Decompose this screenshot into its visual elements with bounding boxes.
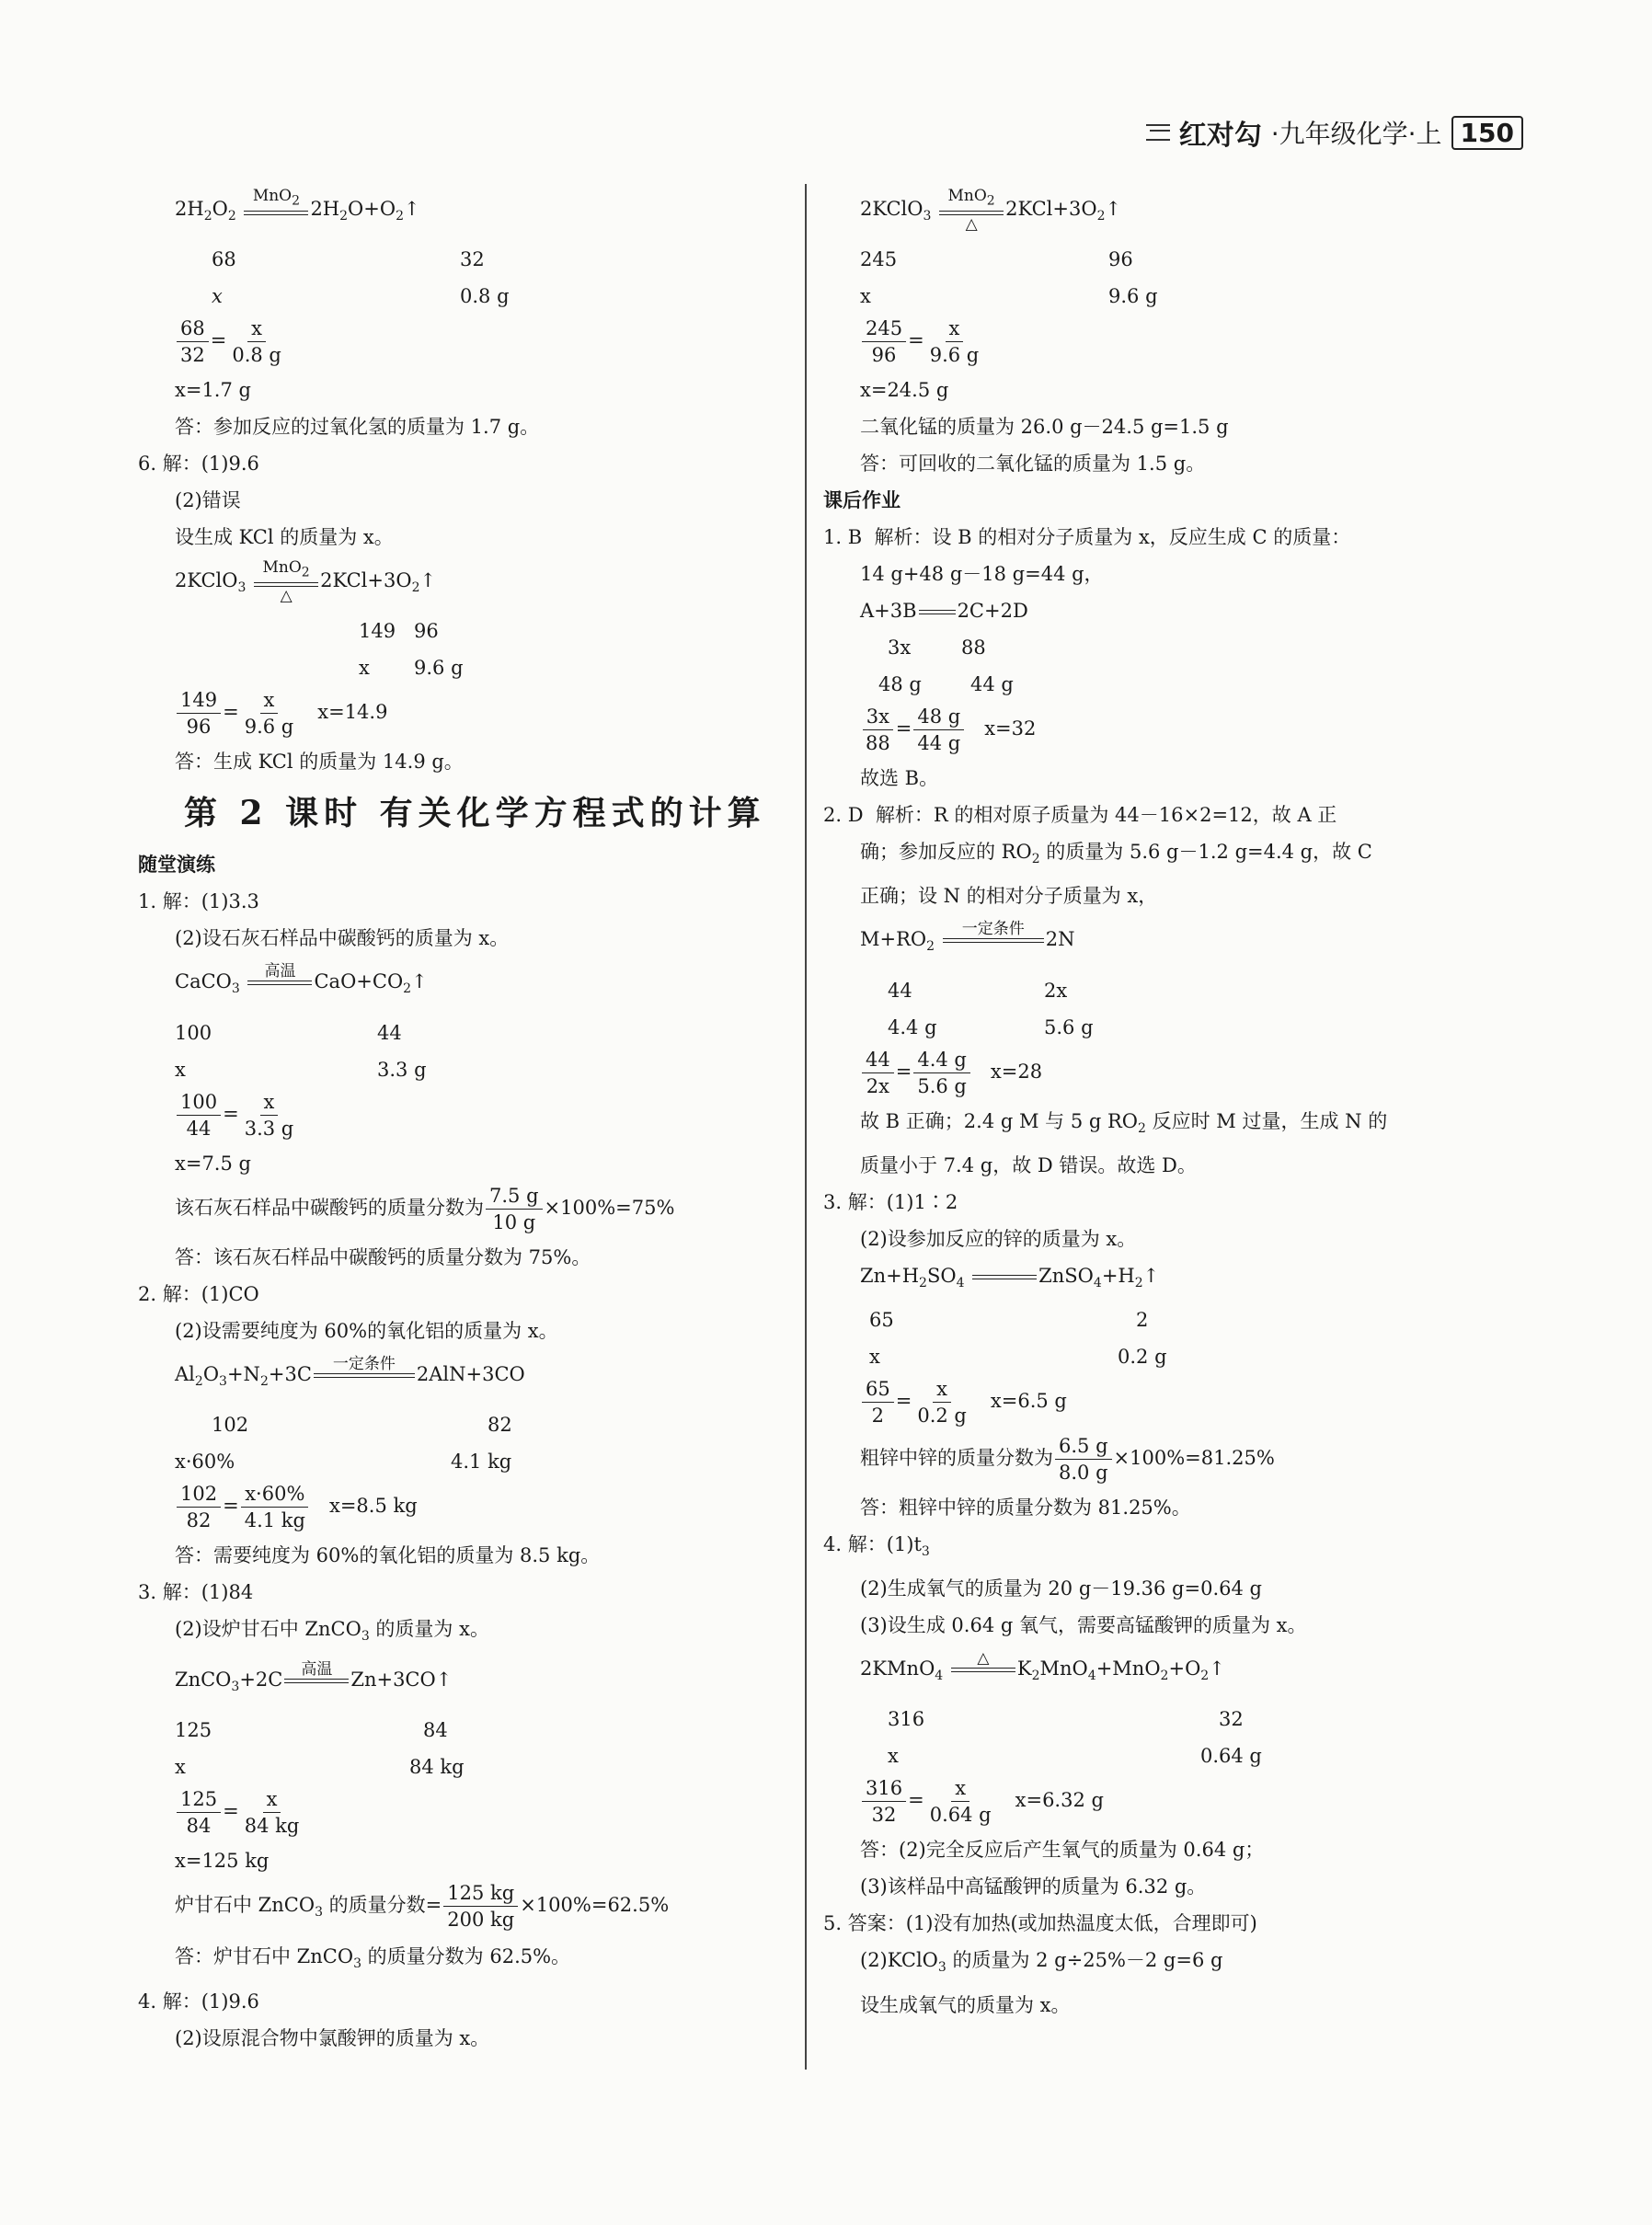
homework-heading: 课后作业 <box>823 488 901 512</box>
ratio: $\frac{65}{2}$ = $\frac{x}{0.2 g}$ x=6.5 g <box>860 1375 1486 1432</box>
equation: $2H_2O_2$ MnO$_2$ $2H_2O+O_2↑$ <box>175 187 420 224</box>
left-column: $2H_2O_2$ MnO$_2$ $2H_2O+O_2↑$ 68 32 x 0.8 g $\frac{68}{32}$ = $\frac{x}{0.8 g}$ x=1.7 g 答：参加反应的过氧化氢的质量为 1.7 g。 6. 解：(1)9.6 (2)错误 设生成 KCl 的质量为 x。 2KClO$_3$ MnO$_2$ △ $2KCl+3O_2↑$ 149 96 x 9.6 g $\frac{149}{96}$ = $\frac{x}{9.6 g}$ x=14.9 答：生成 KCl 的质量为 14.9 g。 第 2 课时 有关化学方程式的计算 随堂演练 1. 解：(1)3.3 (2)设石灰石样品中碳酸钙的质量为 x。 CaCO$_3$ 高温 $CaO+CO_2↑$ 100 44 x 3.3 g $\frac{100}{44}$ = $\frac{x}{3.3 g}$ x=7.5 g 该石灰石样品中碳酸钙的质量分数为 $\frac{7.5 g}{10 g}$ ×100%=75% 答：该石灰石样品中碳酸钙的质量分数为 75%。 2. 解：(1)CO (2)设需要纯度为 60%的氧化铝的质量为 x。 $Al_2O_3+N_2+3C$ 一定条件 2AlN+3CO 102 82 x·60% 4.1 kg $\frac{102}{82}$ = $\frac{x\cdot 60\%}{4.1 kg}$ x=8.5 kg 答：需要纯度为 60%的氧化铝的质量为 8.5 kg。 3. 解：(1)84 (2)设炉甘石中 ZnCO$_3$ 的质量为 x。 ZnCO$_3$+2C 高温 Zn+3CO↑ 125 84 x 84 kg $\frac{125}{84}$ = $\frac{x}{84 kg}$ x=125 kg 炉甘石中 ZnCO$_3$ 的质量分数= $\frac{125 kg}{200 kg}$ ×100%=62.5% 答：炉甘石中 ZnCO$_3$ 的质量分数为 62.5%。 4. 解：(1)9.6 (2)设原混合物中氯酸钾的质量为 x。 <box>175 184 782 2057</box>
equation: $Zn+H_2SO_4$ $ZnSO_4+H_2↑$ <box>860 1264 1160 1290</box>
ratio: $\frac{149}{96}$ = $\frac{x}{9.6 g}$ x=14.9 <box>175 686 782 743</box>
equation: $Al_2O_3+N_2+3C$ 一定条件 2AlN+3CO <box>175 1354 525 1389</box>
equation: A+3B 2C+2D <box>860 600 1028 623</box>
ratio: $\frac{3x}{88}$ = $\frac{48 g}{44 g}$ x=32 <box>860 703 1486 760</box>
question-6: 6. 解：(1)9.6 <box>138 453 259 476</box>
right-column: 2KClO$_3$ MnO$_2$ △ $2KCl+3O_2↑$ 245 96 x 9.6 g $\frac{245}{96}$ = $\frac{x}{9.6 g}$ x=24.5 g 二氧化锰的质量为 26.0 g－24.5 g=1.5 g 答：可回收的二氧化锰的质量为 1.5 g。 课后作业 1. B 解析：设 B 的相对分子质量为 x，反应生成 C 的质量： 14 g+48 g－18 g=44 g， A+3B 2C+2D 3x 88 48 g 44 g $\frac{3x}{88}$ = $\frac{48 g}{44 g}$ x=32 故选 B。 2. D 解析：R 的相对原子质量为 44－16×2=12，故 A 正 确；参加反应的 $RO_2$ 的质量为 5.6 g－1.2 g=4.4 g，故 C 正确；设 N 的相对分子质量为 x， $M+RO_2$ 一定条件 2N 44 2x 4.4 g 5.6 g $\frac{44}{2x}$ = $\frac{4.4 g}{5.6 g}$ x=28 故 B 正确；2.4 g M 与 5 g $RO_2$ 反应时 M 过量，生成 N 的 质量小于 7.4 g，故 D 错误。故选 D。 3. 解：(1)1∶2 (2)设参加反应的锌的质量为 x。 $Zn+H_2SO_4$ $ZnSO_4+H_2↑$ 65 2 x 0.2 g $\frac{65}{2}$ = $\frac{x}{0.2 g}$ x=6.5 g 粗锌中锌的质量分数为 $\frac{6.5 g}{8.0 g}$ ×100%=81.25% 答：粗锌中锌的质量分数为 81.25%。 4. 解：$(1)t_3$ (2)生成氧气的质量为 20 g－19.36 g=0.64 g (3)设生成 0.64 g 氧气，需要高锰酸钾的质量为 x。 2KMnO$_4$ △ $K_2MnO_4+MnO_2+O_2↑$ 316 32 x 0.64 g $\frac{316}{32}$ = $\frac{x}{0.64 g}$ x=6.32 g 答：(2)完全反应后产生氧气的质量为 0.64 g； (3)该样品中高锰酸钾的质量为 6.32 g。 5. 答案：(1)没有加热(或加热温度太低，合理即可) (2)KClO$_3$ 的质量为 2 g÷25%－2 g=6 g 设生成氧气的质量为 x。 <box>860 184 1486 2024</box>
page-number: 150 <box>1451 116 1523 150</box>
equation: 2KClO$_3$ MnO$_2$ △ $2KCl+3O_2↑$ <box>175 558 437 605</box>
ratio: $\frac{100}{44}$ = $\frac{x}{3.3 g}$ <box>175 1088 782 1145</box>
ratio: $\frac{44}{2x}$ = $\frac{4.4 g}{5.6 g}$ x=28 <box>860 1046 1486 1103</box>
practice-heading: 随堂演练 <box>138 853 215 877</box>
ratio: $\frac{245}{96}$ = $\frac{x}{9.6 g}$ <box>860 315 1486 372</box>
ratio: $\frac{316}{32}$ = $\frac{x}{0.64 g}$ x=6.32 g <box>860 1774 1486 1831</box>
header-lines-icon <box>1146 124 1170 141</box>
page-header <box>1146 112 1523 153</box>
equation: $M+RO_2$ 一定条件 2N <box>860 920 1075 955</box>
column-divider <box>805 184 807 2070</box>
book-brand: 红对勾 <box>1178 120 1262 152</box>
ratio: $\frac{125}{84}$ = $\frac{x}{84 kg}$ <box>175 1785 782 1842</box>
ratio: $\frac{102}{82}$ = $\frac{x\cdot 60\%}{4.1 kg}$ x=8.5 kg <box>175 1480 782 1537</box>
section-title: 第 2 课时 有关化学方程式的计算 <box>184 794 766 833</box>
equation: 2KClO$_3$ MnO$_2$ △ $2KCl+3O_2↑$ <box>860 187 1122 234</box>
equation: ZnCO$_3$+2C 高温 Zn+3CO↑ <box>175 1659 453 1695</box>
book-subtitle: ·九年级化学·上 <box>1270 119 1442 149</box>
equation: CaCO$_3$ 高温 $CaO+CO_2↑$ <box>175 962 428 997</box>
ratio: $\frac{68}{32}$ = $\frac{x}{0.8 g}$ <box>175 315 782 372</box>
equation: 2KMnO$_4$ △ $K_2MnO_4+MnO_2+O_2↑$ <box>860 1649 1225 1684</box>
